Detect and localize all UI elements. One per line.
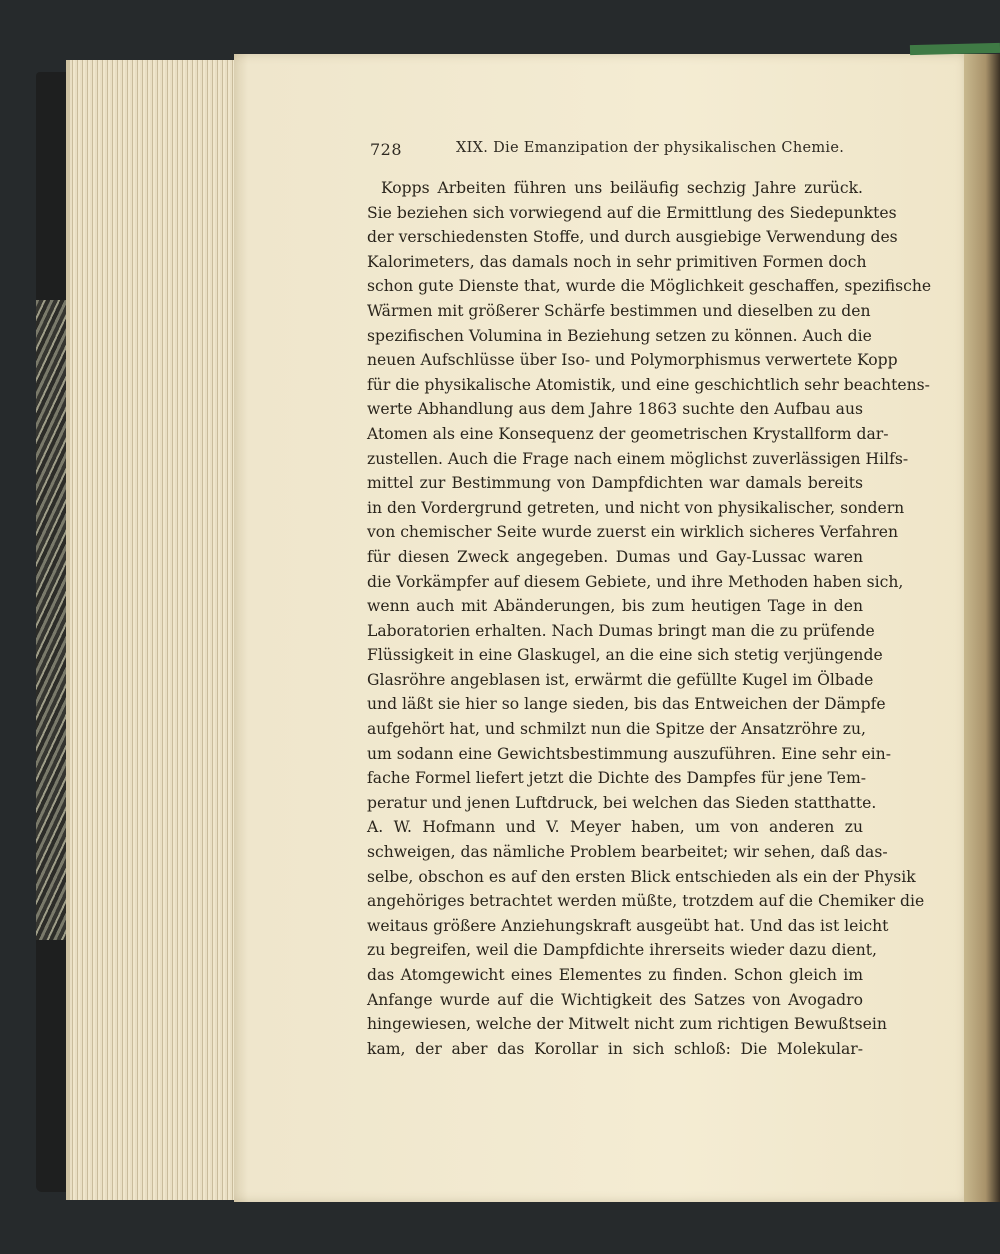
text-line: Anfange wurde auf die Wichtigkeit des Satzes von Avogadro — [367, 990, 863, 1009]
text-line: aufgehört hat, und schmilzt nun die Spitze der Ansatzröhre zu, — [367, 720, 866, 739]
text-line: schon gute Dienste that, wurde die Möglichkeit geschaffen, spezifische — [367, 277, 932, 296]
text-line: Sie beziehen sich vorwiegend auf die Ermittlung des Siedepunktes — [367, 203, 897, 222]
text-line: hingewiesen, welche der Mitwelt nicht zum richtigen Bewußtsein — [367, 1015, 887, 1034]
text-line: weitaus größere Anziehungskraft ausgeübt hat. Und das ist leicht — [367, 916, 889, 935]
page-header — [370, 140, 866, 164]
text-line: kam, der aber das Korollar in sich schloß: Die Molekular- — [367, 1039, 863, 1058]
text-line: zustellen. Auch die Frage nach einem möglichst zuverlässigen Hilfs- — [367, 449, 909, 468]
text-line: in den Vordergrund getreten, und nicht von physikalischer, sondern — [367, 498, 905, 517]
running-head: XIX. Die Emanzipation der physikalischen Chemie. — [456, 140, 845, 156]
page-edges — [66, 60, 240, 1200]
text-line: das Atomgewicht eines Elementes zu finden. Schon gleich im — [367, 966, 863, 984]
body-text — [367, 176, 932, 1061]
text-line: spezifischen Volumina in Beziehung setzen zu können. Auch die — [367, 326, 872, 345]
text-line: Kalorimeters, das damals noch in sehr primitiven Formen doch — [367, 252, 867, 271]
text-line: selbe, obschon es auf den ersten Blick entschieden als ein der Physik — [367, 867, 916, 886]
text-line: und läßt sie hier so lange sieden, bis das Entweichen der Dämpfe — [367, 695, 886, 714]
text-line: angehöriges betrachtet werden müßte, trotzdem auf die Chemiker die — [367, 892, 925, 911]
text-line: für die physikalische Atomistik, und eine geschichtlich sehr beachtens- — [367, 375, 930, 394]
text-line: mittel zur Bestimmung von Dampfdichten war damals bereits — [367, 474, 863, 493]
page-number: 728 — [370, 140, 403, 159]
text-line: Wärmen mit größerer Schärfe bestimmen und dieselben zu den — [367, 301, 871, 320]
text-line: wenn auch mit Abänderungen, bis zum heutigen Tage in den — [367, 597, 863, 616]
text-line: Flüssigkeit in eine Glaskugel, an die eine sich stetig verjüngende — [367, 646, 883, 665]
text-line: die Vorkämpfer auf diesem Gebiete, und ihre Methoden haben sich, — [367, 572, 904, 591]
text-line: Kopps Arbeiten führen uns beiläufig sechzig Jahre zurück. — [381, 179, 863, 197]
text-line: A. W. Hofmann und V. Meyer haben, um von anderen zu — [367, 818, 863, 837]
text-line: fache Formel liefert jetzt die Dichte des Dampfes für jene Tem- — [367, 769, 867, 788]
text-line: Laboratorien erhalten. Nach Dumas bringt man die zu prüfende — [367, 621, 875, 640]
text-line: Glasröhre angeblasen ist, erwärmt die gefüllte Kugel im Ölbade — [367, 670, 874, 689]
text-line: zu begreifen, weil die Dampfdichte ihrerseits wieder dazu dient, — [367, 941, 877, 960]
right-page-edge — [964, 54, 1000, 1202]
text-line: neuen Aufschlüsse über Iso- und Polymorphismus verwertete Kopp — [367, 351, 898, 370]
text-line: der verschiedensten Stoffe, und durch ausgiebige Verwendung des — [367, 228, 898, 247]
text-line: von chemischer Seite wurde zuerst ein wirklich sicheres Verfahren — [367, 523, 899, 542]
text-line: peratur und jenen Luftdruck, bei welchen das Sieden statthatte. — [367, 793, 877, 812]
text-line: schweigen, das nämliche Problem bearbeitet; wir sehen, daß das- — [367, 843, 888, 862]
text-line: für diesen Zweck angegeben. Dumas und Gay-Lussac waren — [367, 547, 863, 566]
text-line: Atomen als eine Konsequenz der geometrischen Krystallform dar- — [367, 424, 889, 443]
text-line: um sodann eine Gewichtsbestimmung auszuführen. Eine sehr ein- — [367, 744, 891, 763]
text-line: werte Abhandlung aus dem Jahre 1863 suchte den Aufbau aus — [367, 400, 863, 419]
